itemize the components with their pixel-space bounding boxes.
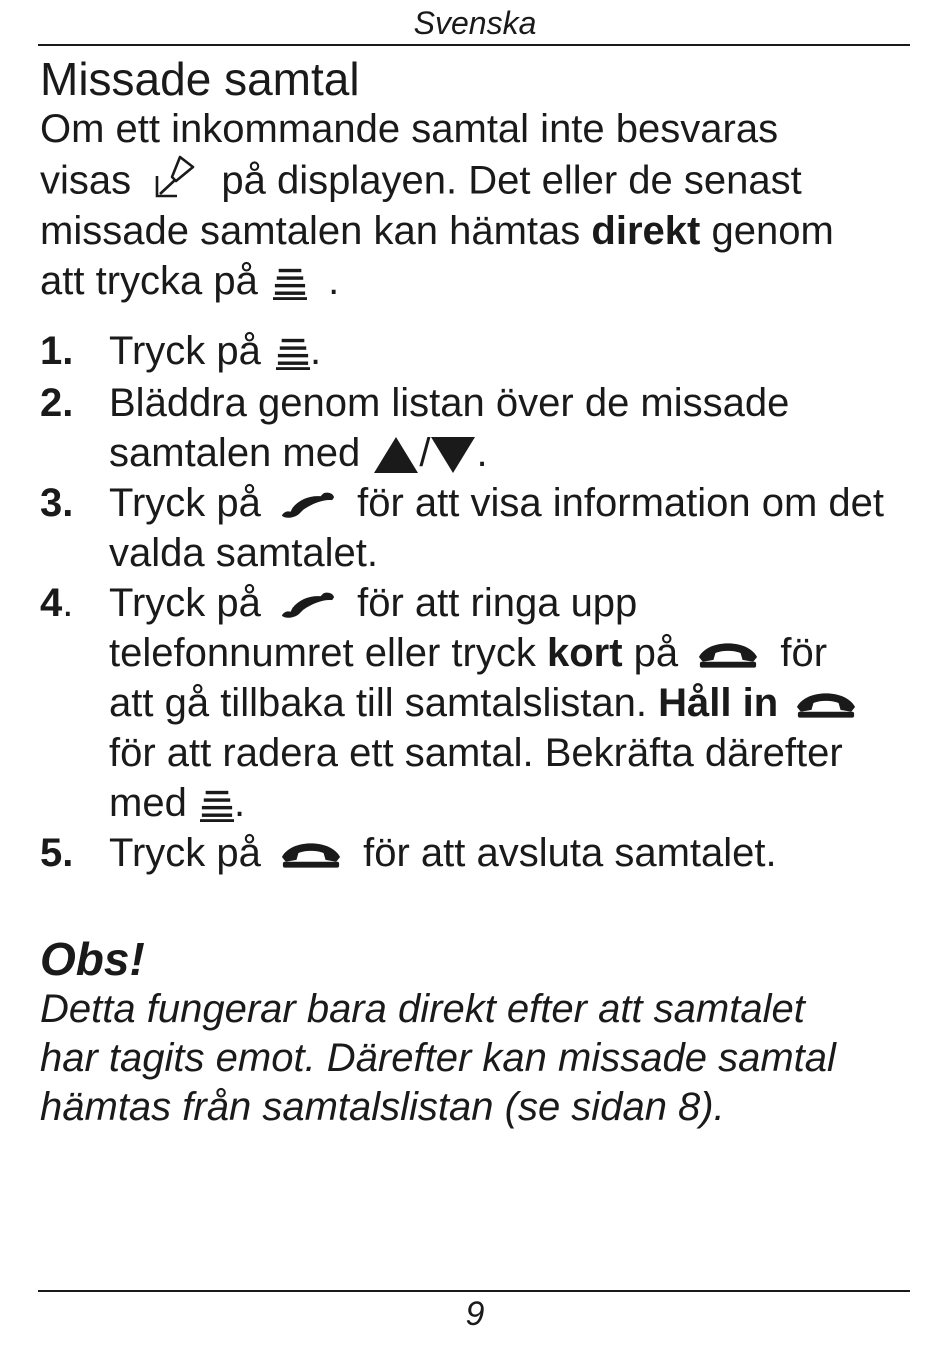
step-text: Tryck på — [109, 581, 261, 625]
step-line — [109, 628, 920, 678]
step-text: Bläddra genom listan över de missade — [109, 381, 790, 425]
note-title: Obs! — [40, 933, 145, 985]
step-number-dot: . — [62, 581, 74, 625]
page-number: 9 — [465, 1295, 485, 1333]
arrow-down-icon — [430, 436, 476, 474]
arrow-up-icon — [373, 436, 419, 474]
step-4 — [40, 578, 920, 828]
step-text: valda samtalet. — [109, 531, 379, 575]
missed-call-icon — [148, 154, 196, 212]
step-number-digit: 4 — [40, 581, 63, 625]
intro-text: att trycka på — [40, 259, 258, 303]
intro-line-2 — [40, 154, 920, 206]
intro-line-1 — [40, 104, 920, 154]
call-icon — [278, 490, 336, 520]
hang-up-icon — [697, 640, 759, 670]
menu-icon — [276, 336, 310, 370]
step-text: med — [109, 781, 187, 825]
step-line — [109, 578, 920, 628]
note-line: har tagits emot. Därefter kan missade samtal — [40, 1036, 836, 1080]
step-5 — [40, 828, 920, 878]
note-line: hämtas från samtalslistan (se sidan 8). — [40, 1085, 725, 1129]
intro-text: genom — [711, 209, 834, 253]
intro-text: . — [328, 259, 340, 303]
step-text: . — [310, 329, 322, 373]
step-line — [109, 828, 920, 878]
step-number: 2. — [40, 381, 74, 425]
step-number: 5. — [40, 831, 74, 875]
intro-line-3 — [40, 206, 920, 256]
step-text: Tryck på — [109, 481, 261, 525]
hang-up-icon — [795, 690, 857, 720]
intro-text: visas — [40, 158, 132, 203]
step-text: för att visa information om det — [357, 481, 885, 525]
section-title: Missade samtal — [40, 53, 360, 105]
menu-icon — [273, 266, 307, 300]
step-1 — [40, 326, 920, 376]
step-line — [109, 378, 920, 428]
step-number: 1. — [40, 329, 74, 373]
note-body — [40, 985, 920, 1132]
page-language-header: Svenska — [413, 5, 537, 41]
step-line — [109, 478, 920, 528]
step-text: för att avsluta samtalet. — [363, 831, 777, 875]
step-text: . — [233, 781, 246, 825]
step-text: för att ringa upp — [357, 581, 638, 625]
step-text: telefonnumret eller tryck — [109, 631, 536, 675]
call-icon — [278, 590, 336, 620]
step-line — [109, 728, 920, 778]
intro-paragraph — [40, 104, 920, 306]
steps-list — [40, 326, 920, 878]
hang-up-icon — [280, 840, 342, 870]
step-number: 3. — [40, 481, 74, 525]
step-text: / — [419, 431, 431, 475]
step-line — [109, 778, 920, 828]
intro-text: Om ett inkommande samtal inte besvaras — [40, 107, 779, 151]
step-line — [109, 428, 920, 478]
step-text: Tryck på — [109, 831, 261, 875]
header-rule — [38, 44, 910, 46]
step-text: för — [780, 631, 828, 675]
step-bold-text: Håll in — [658, 681, 779, 725]
step-text: för att radera ett samtal. Bekräfta därefter — [109, 731, 843, 775]
step-text: på — [633, 631, 679, 675]
intro-text: på displayen. Det eller de senast — [221, 158, 802, 203]
step-text: samtalen med — [109, 431, 361, 475]
step-line — [109, 528, 920, 578]
intro-line-4 — [40, 256, 920, 306]
intro-bold-text: direkt — [591, 209, 701, 253]
step-text: att gå tillbaka till samtalslistan. — [109, 681, 648, 725]
footer-rule — [38, 1290, 910, 1292]
note-line: Detta fungerar bara direkt efter att samtalet — [40, 987, 805, 1031]
step-bold-text: kort — [546, 631, 623, 675]
step-text: . — [476, 431, 488, 475]
step-text: Tryck på — [109, 329, 261, 373]
step-3 — [40, 478, 920, 578]
step-2 — [40, 378, 920, 478]
intro-text: missade samtalen kan hämtas — [40, 209, 581, 253]
step-number — [40, 578, 100, 628]
menu-icon — [200, 788, 234, 822]
step-line — [109, 326, 920, 376]
step-line — [109, 678, 920, 728]
